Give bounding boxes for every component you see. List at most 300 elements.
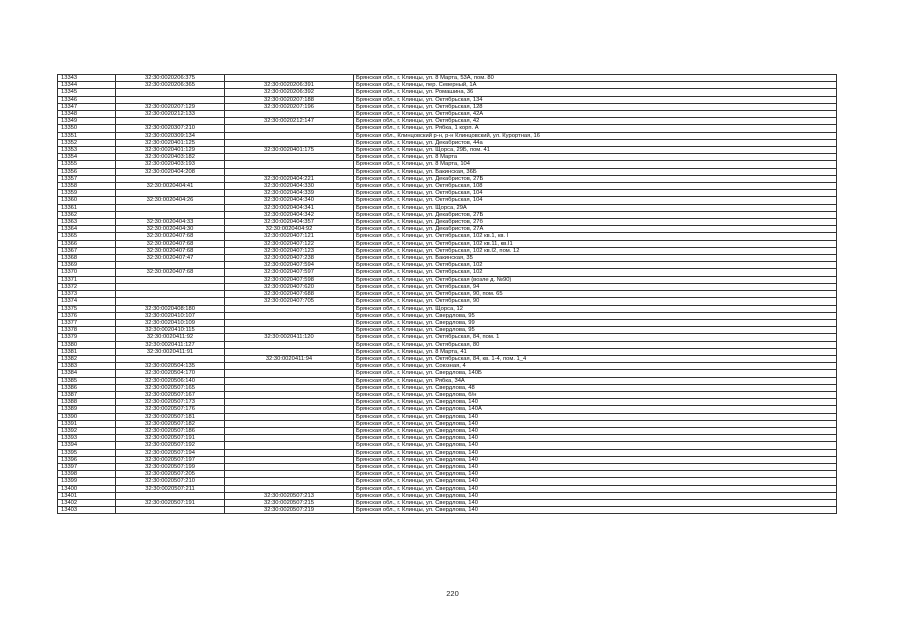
table-row [58,262,837,269]
related-cadastral-number-cell: 32:30:0020207:188 [225,96,354,103]
table-row [58,175,837,182]
related-cadastral-number-cell: 32:30:0020507:215 [225,499,354,506]
related-cadastral-number-cell [225,471,354,478]
related-cadastral-number-cell: 32:30:0020407:238 [225,255,354,262]
address-cell: Брянская обл., г. Клинцы, ул. Свердлова, 99 [354,319,837,326]
address-cell: Брянская обл., г. Клинцы, ул. Октябрьская, 94 [354,283,837,290]
table-row [58,233,837,240]
table-row [58,82,837,89]
table-row [58,363,837,370]
related-cadastral-number-cell [225,485,354,492]
related-cadastral-number-cell: 32:30:0020411:120 [225,334,354,341]
row-number-cell: 13389 [58,406,116,413]
cadastral-number-cell [116,276,225,283]
table-row [58,471,837,478]
table-row [58,355,837,362]
related-cadastral-number-cell [225,427,354,434]
table-row [58,190,837,197]
address-cell: Брянская обл., г. Клинцы, ул. Свердлова, 140 [354,478,837,485]
row-number-cell: 13363 [58,219,116,226]
row-number-cell: 13369 [58,262,116,269]
address-cell: Брянская обл., г. Клинцы, ул. Свердлова, 140А [354,406,837,413]
address-cell: Брянская обл., г. Клинцы, ул. Октябрьская, 104 [354,197,837,204]
row-number-cell: 13353 [58,147,116,154]
table-row [58,219,837,226]
table-row [58,103,837,110]
row-number-cell: 13344 [58,82,116,89]
table-row [58,96,837,103]
table-row [58,507,837,514]
address-cell: Брянская обл., г. Клинцы, ул. Свердлова, 140 [354,420,837,427]
table-row [58,154,837,161]
related-cadastral-number-cell [225,111,354,118]
row-number-cell: 13350 [58,125,116,132]
address-cell: Брянская обл., г. Клинцы, ул. Свердлова, 140 [354,435,837,442]
cadastral-number-cell [116,190,225,197]
related-cadastral-number-cell [225,435,354,442]
related-cadastral-number-cell: 32:30:0020404:221 [225,175,354,182]
table-row [58,240,837,247]
table-row [58,197,837,204]
related-cadastral-number-cell [225,442,354,449]
table-row [58,161,837,168]
table-row [58,399,837,406]
table-row [58,269,837,276]
address-cell: Брянская обл., г. Клинцы, ул. Щорса, 29Б, пом. 41 [354,147,837,154]
table-row [58,327,837,334]
table-row [58,492,837,499]
table-row [58,420,837,427]
address-cell: Брянская обл., г. Клинцы, ул. Свердлова, 140 [354,399,837,406]
table-row [58,391,837,398]
row-number-cell: 13382 [58,355,116,362]
cadastral-number-cell [116,96,225,103]
address-cell: Брянская обл., г. Клинцы, ул. Октябрьская, 84, пом. 1 [354,334,837,341]
cadastral-number-cell: 32:30:0020507:211 [116,485,225,492]
cadastral-number-cell: 32:30:0020507:194 [116,449,225,456]
row-number-cell: 13394 [58,442,116,449]
address-cell: Брянская обл., г. Клинцы, ул. Свердлова, 95 [354,327,837,334]
table-row [58,319,837,326]
cadastral-number-cell: 32:30:0020307:210 [116,125,225,132]
cadastral-number-cell: 32:30:0020507:181 [116,413,225,420]
cadastral-number-cell: 32:30:0020507:186 [116,427,225,434]
cadastral-number-cell: 32:30:0020207:129 [116,103,225,110]
related-cadastral-number-cell [225,456,354,463]
related-cadastral-number-cell: 32:30:0020212:147 [225,118,354,125]
table-row [58,312,837,319]
row-number-cell: 13396 [58,456,116,463]
row-number-cell: 13393 [58,435,116,442]
table-row [58,75,837,82]
address-cell: Брянская обл., г. Клинцы, ул. Свердлова, 140 [354,463,837,470]
related-cadastral-number-cell: 32:30:0020407:123 [225,247,354,254]
related-cadastral-number-cell [225,139,354,146]
cadastral-number-cell: 32:30:0020411:91 [116,348,225,355]
address-cell: Брянская обл., г. Клинцы, ул. 8 Марта, 104 [354,161,837,168]
row-number-cell: 13375 [58,305,116,312]
related-cadastral-number-cell [225,348,354,355]
cadastral-number-cell: 32:30:0020407:47 [116,255,225,262]
row-number-cell: 13383 [58,363,116,370]
row-number-cell: 13401 [58,492,116,499]
row-number-cell: 13360 [58,197,116,204]
related-cadastral-number-cell [225,319,354,326]
row-number-cell: 13366 [58,240,116,247]
row-number-cell: 13356 [58,168,116,175]
address-cell: Брянская обл., г. Клинцы, ул. Свердлова, 140 [354,499,837,506]
address-cell: Брянская обл., г. Клинцы, ул. Рябка, 34А [354,377,837,384]
row-number-cell: 13400 [58,485,116,492]
cadastral-number-cell: 32:30:0020407:68 [116,233,225,240]
row-number-cell: 13373 [58,291,116,298]
cadastral-number-cell: 32:30:0020506:140 [116,377,225,384]
related-cadastral-number-cell [225,132,354,139]
address-cell: Брянская обл., г. Клинцы, ул. Декабристов, 27Б [354,175,837,182]
row-number-cell: 13398 [58,471,116,478]
address-cell: Брянская обл., г. Клинцы, ул. 8 Марта [354,154,837,161]
row-number-cell: 13364 [58,226,116,233]
row-number-cell: 13397 [58,463,116,470]
row-number-cell: 13357 [58,175,116,182]
related-cadastral-number-cell [225,377,354,384]
related-cadastral-number-cell: 32:30:0020407:597 [225,269,354,276]
cadastral-number-cell: 32:30:0020401:125 [116,139,225,146]
row-number-cell: 13351 [58,132,116,139]
table-row [58,291,837,298]
related-cadastral-number-cell: 32:30:0020407:121 [225,233,354,240]
cadastral-number-cell [116,118,225,125]
related-cadastral-number-cell [225,327,354,334]
address-cell: Брянская обл., г. Клинцы, ул. Октябрьская, 102 [354,269,837,276]
row-number-cell: 13391 [58,420,116,427]
related-cadastral-number-cell: 32:30:0020404:339 [225,190,354,197]
table-row [58,298,837,305]
cadastral-number-cell: 32:30:0020410:115 [116,327,225,334]
row-number-cell: 13345 [58,89,116,96]
cadastral-number-cell [116,211,225,218]
table-row [58,478,837,485]
cadastral-number-cell: 32:30:0020504:135 [116,363,225,370]
related-cadastral-number-cell: 32:30:0020206:391 [225,82,354,89]
address-cell: Брянская обл., г. Клинцы, ул. Свердлова, 140 [354,507,837,514]
related-cadastral-number-cell [225,363,354,370]
cadastral-number-cell: 32:30:0020403:182 [116,154,225,161]
related-cadastral-number-cell [225,399,354,406]
row-number-cell: 13384 [58,370,116,377]
row-number-cell: 13361 [58,204,116,211]
related-cadastral-number-cell: 32:30:0020206:392 [225,89,354,96]
table-row [58,348,837,355]
row-number-cell: 13371 [58,276,116,283]
cadastral-number-cell: 32:30:0020507:192 [116,442,225,449]
address-cell: Брянская обл., г. Клинцы, ул. Октябрьская, 102 кв.11, кв.I1 [354,240,837,247]
cadastral-number-cell [116,175,225,182]
cadastral-number-cell [116,262,225,269]
cadastral-number-cell: 32:30:0020411:127 [116,341,225,348]
cadastral-number-cell: 32:30:0020507:210 [116,478,225,485]
related-cadastral-number-cell [225,154,354,161]
cadastral-number-cell [116,298,225,305]
row-number-cell: 13402 [58,499,116,506]
row-number-cell: 13354 [58,154,116,161]
cadastral-number-cell: 32:30:0020404:26 [116,197,225,204]
row-number-cell: 13346 [58,96,116,103]
address-cell: Брянская обл., г. Клинцы, ул. Бакинская, 35 [354,255,837,262]
related-cadastral-number-cell: 32:30:0020407:705 [225,298,354,305]
address-cell: Брянская обл., г. Клинцы, ул. Свердлова, 140Б [354,370,837,377]
address-cell: Брянская обл., г. Клинцы, ул. Свердлова, 140 [354,427,837,434]
table-row [58,276,837,283]
table-row [58,406,837,413]
row-number-cell: 13381 [58,348,116,355]
related-cadastral-number-cell: 32:30:0020404:342 [225,211,354,218]
address-cell: Брянская обл., г. Клинцы, ул. Октябрьская, 42 [354,118,837,125]
address-cell: Брянская обл., г. Клинцы, ул. Свердлова, 140 [354,456,837,463]
related-cadastral-number-cell [225,312,354,319]
row-number-cell: 13388 [58,399,116,406]
table-row [58,226,837,233]
address-cell: Брянская обл., г. Клинцы, ул. Союзная, 4 [354,363,837,370]
address-cell: Брянская обл., г. Клинцы, ул. Рябка, 1 корп. А [354,125,837,132]
address-cell: Брянская обл., г. Клинцы, ул. Щорса, 29А [354,204,837,211]
address-cell: Брянская обл., г. Клинцы, ул. Декабристов, 27Б [354,211,837,218]
address-cell: Брянская обл., г. Клинцы, ул. 8 Марта, 41 [354,348,837,355]
cadastral-number-cell: 32:30:0020404:30 [116,226,225,233]
address-cell: Брянская обл., г. Клинцы, ул. Октябрьская, 128 [354,103,837,110]
row-number-cell: 13355 [58,161,116,168]
address-cell: Брянская обл., г. Клинцы, ул. Свердлова, 140 [354,492,837,499]
related-cadastral-number-cell [225,75,354,82]
table-row [58,456,837,463]
row-number-cell: 13347 [58,103,116,110]
related-cadastral-number-cell: 32:30:0020407:594 [225,262,354,269]
related-cadastral-number-cell: 32:30:0020507:219 [225,507,354,514]
row-number-cell: 13374 [58,298,116,305]
row-number-cell: 13368 [58,255,116,262]
address-cell: Брянская обл., г. Клинцы, ул. Октябрьская, 102 кв.1, кв. I [354,233,837,240]
address-cell: Брянская обл., г. Клинцы, ул. Декабристов, 27А [354,226,837,233]
address-cell: Брянская обл., г. Клинцы, ул. Октябрьская, 134 [354,96,837,103]
page-number: 220 [446,589,459,598]
table-row [58,485,837,492]
cadastral-number-cell: 32:30:0020206:375 [116,75,225,82]
row-number-cell: 13367 [58,247,116,254]
related-cadastral-number-cell: 32:30:0020404:330 [225,183,354,190]
address-cell: Брянская обл., г. Клинцы, ул. Свердлова, 140 [354,471,837,478]
cadastral-number-cell: 32:30:0020411:92 [116,334,225,341]
table-row [58,247,837,254]
cadastral-number-cell: 32:30:0020410:107 [116,312,225,319]
row-number-cell: 13376 [58,312,116,319]
cadastral-number-cell: 32:30:0020309:134 [116,132,225,139]
cadastral-number-cell: 32:30:0020507:205 [116,471,225,478]
cadastral-number-cell: 32:30:0020408:180 [116,305,225,312]
related-cadastral-number-cell [225,463,354,470]
related-cadastral-number-cell [225,125,354,132]
cadastral-number-cell: 32:30:0020410:109 [116,319,225,326]
cadastral-number-cell: 32:30:0020504:170 [116,370,225,377]
related-cadastral-number-cell [225,478,354,485]
related-cadastral-number-cell [225,384,354,391]
related-cadastral-number-cell: 32:30:0020404:357 [225,219,354,226]
address-cell: Брянская обл., г. Клинцы, ул. Октябрьская, 90 [354,298,837,305]
table-row [58,211,837,218]
table-row [58,370,837,377]
related-cadastral-number-cell [225,413,354,420]
table-row [58,413,837,420]
address-cell: Брянская обл., г. Клинцы, ул. Свердлова, 140 [354,442,837,449]
table-row [58,334,837,341]
table-row [58,377,837,384]
address-cell: Брянская обл., г. Клинцы, ул. Свердлова, 48 [354,384,837,391]
row-number-cell: 13380 [58,341,116,348]
address-cell: Брянская обл., г. Клинцы, ул. Октябрьская, 42А [354,111,837,118]
cadastral-number-cell: 32:30:0020507:167 [116,391,225,398]
cadastral-number-cell: 32:30:0020507:199 [116,463,225,470]
address-cell: Брянская обл., г. Клинцы, ул. Свердлова, 140 [354,413,837,420]
related-cadastral-number-cell: 32:30:0020207:196 [225,103,354,110]
address-cell: Брянская обл., г. Клинцы, ул. Бакинская, 36Б [354,168,837,175]
address-cell: Брянская обл., г. Клинцы, ул. Октябрьская, 102 [354,262,837,269]
row-number-cell: 13352 [58,139,116,146]
table-row [58,305,837,312]
address-cell: Брянская обл., г. Клинцы, ул. Щорса, 12 [354,305,837,312]
table-row [58,132,837,139]
table-row [58,435,837,442]
cadastral-number-cell: 32:30:0020507:176 [116,406,225,413]
cadastral-number-cell [116,291,225,298]
table-row [58,499,837,506]
related-cadastral-number-cell [225,168,354,175]
row-number-cell: 13349 [58,118,116,125]
related-cadastral-number-cell: 32:30:0020407:122 [225,240,354,247]
cadastral-number-cell: 32:30:0020507:191 [116,435,225,442]
address-cell: Брянская обл., г. Клинцы, ул. Свердлова, б/н [354,391,837,398]
cadastral-number-cell [116,355,225,362]
cadastral-number-cell [116,89,225,96]
related-cadastral-number-cell: 32:30:0020404:340 [225,197,354,204]
table-row [58,442,837,449]
cadastral-number-cell: 32:30:0020407:68 [116,240,225,247]
registry-table-body [58,75,837,514]
cadastral-number-cell [116,492,225,499]
address-cell: Брянская обл., г. Клинцы, ул. Ромашина, 36 [354,89,837,96]
cadastral-number-cell [116,204,225,211]
row-number-cell: 13377 [58,319,116,326]
address-cell: Брянская обл., г. Клинцы, ул. Свердлова, 95 [354,312,837,319]
related-cadastral-number-cell: 32:30:0020404:92 [225,226,354,233]
cadastral-number-cell: 32:30:0020507:182 [116,420,225,427]
cadastral-number-cell: 32:30:0020404:208 [116,168,225,175]
address-cell: Брянская обл., г. Клинцы, ул. Декабристов, 44а [354,139,837,146]
table-row [58,118,837,125]
row-number-cell: 13385 [58,377,116,384]
related-cadastral-number-cell [225,391,354,398]
cadastral-number-cell: 32:30:0020507:191 [116,499,225,506]
row-number-cell: 13358 [58,183,116,190]
table-row [58,168,837,175]
cadastral-number-cell: 32:30:0020401:129 [116,147,225,154]
table-row [58,183,837,190]
address-cell: Брянская обл., г. Клинцы, ул. Октябрьская, 108 [354,183,837,190]
cadastral-number-cell [116,283,225,290]
related-cadastral-number-cell: 32:30:0020407:598 [225,276,354,283]
cadastral-number-cell: 32:30:0020407:68 [116,269,225,276]
related-cadastral-number-cell [225,406,354,413]
row-number-cell: 13362 [58,211,116,218]
row-number-cell: 13378 [58,327,116,334]
table-row [58,139,837,146]
row-number-cell: 13343 [58,75,116,82]
row-number-cell: 13403 [58,507,116,514]
address-cell: Брянская обл., г. Клинцы, ул. Октябрьская, 84, кв. 1-4, пом. 1_4 [354,355,837,362]
address-cell: Брянская обл., г. Клинцы, ул. 8 Марта, 53А, пом. 80 [354,75,837,82]
row-number-cell: 13372 [58,283,116,290]
table-row [58,427,837,434]
table-row [58,255,837,262]
row-number-cell: 13370 [58,269,116,276]
related-cadastral-number-cell [225,449,354,456]
row-number-cell: 13365 [58,233,116,240]
cadastral-number-cell: 32:30:0020212:133 [116,111,225,118]
row-number-cell: 13390 [58,413,116,420]
table-row [58,89,837,96]
cadastral-number-cell: 32:30:0020404:33 [116,219,225,226]
address-cell: Брянская обл., г. Клинцы, пер. Северный, 1А [354,82,837,89]
cadastral-number-cell [116,507,225,514]
table-row [58,384,837,391]
cadastral-number-cell: 32:30:0020407:68 [116,247,225,254]
related-cadastral-number-cell [225,305,354,312]
registry-table [57,74,837,514]
cadastral-number-cell: 32:30:0020404:41 [116,183,225,190]
related-cadastral-number-cell: 32:30:0020407:688 [225,291,354,298]
address-cell: Брянская обл., Клинцовский р-н, р-н Клинцовский, ул. Курортная, 16 [354,132,837,139]
row-number-cell: 13379 [58,334,116,341]
row-number-cell: 13399 [58,478,116,485]
related-cadastral-number-cell: 32:30:0020407:620 [225,283,354,290]
table-row [58,111,837,118]
related-cadastral-number-cell [225,161,354,168]
table-row [58,341,837,348]
row-number-cell: 13395 [58,449,116,456]
address-cell: Брянская обл., г. Клинцы, ул. Октябрьская, 90, пом. 65 [354,291,837,298]
table-row [58,463,837,470]
address-cell: Брянская обл., г. Клинцы, ул. Свердлова, 140 [354,485,837,492]
cadastral-number-cell: 32:30:0020507:173 [116,399,225,406]
related-cadastral-number-cell [225,370,354,377]
related-cadastral-number-cell: 32:30:0020404:341 [225,204,354,211]
row-number-cell: 13359 [58,190,116,197]
table-row [58,283,837,290]
related-cadastral-number-cell: 32:30:0020507:213 [225,492,354,499]
table-row [58,147,837,154]
address-cell: Брянская обл., г. Клинцы, ул. Октябрьская (возле д. №90) [354,276,837,283]
table-row [58,449,837,456]
table-row [58,204,837,211]
related-cadastral-number-cell: 32:30:0020401:175 [225,147,354,154]
row-number-cell: 13386 [58,384,116,391]
address-cell: Брянская обл., г. Клинцы, ул. Октябрьская, 102 кв.I2, пом. 12 [354,247,837,254]
cadastral-number-cell: 32:30:0020507:197 [116,456,225,463]
related-cadastral-number-cell [225,341,354,348]
address-cell: Брянская обл., г. Клинцы, ул. Октябрьская, 104 [354,190,837,197]
cadastral-number-cell: 32:30:0020206:365 [116,82,225,89]
address-cell: Брянская обл., г. Клинцы, ул. Свердлова, 140 [354,449,837,456]
cadastral-number-cell: 32:30:0020403:193 [116,161,225,168]
address-cell: Брянская обл., г. Клинцы, ул. Декабристов, 27б [354,219,837,226]
